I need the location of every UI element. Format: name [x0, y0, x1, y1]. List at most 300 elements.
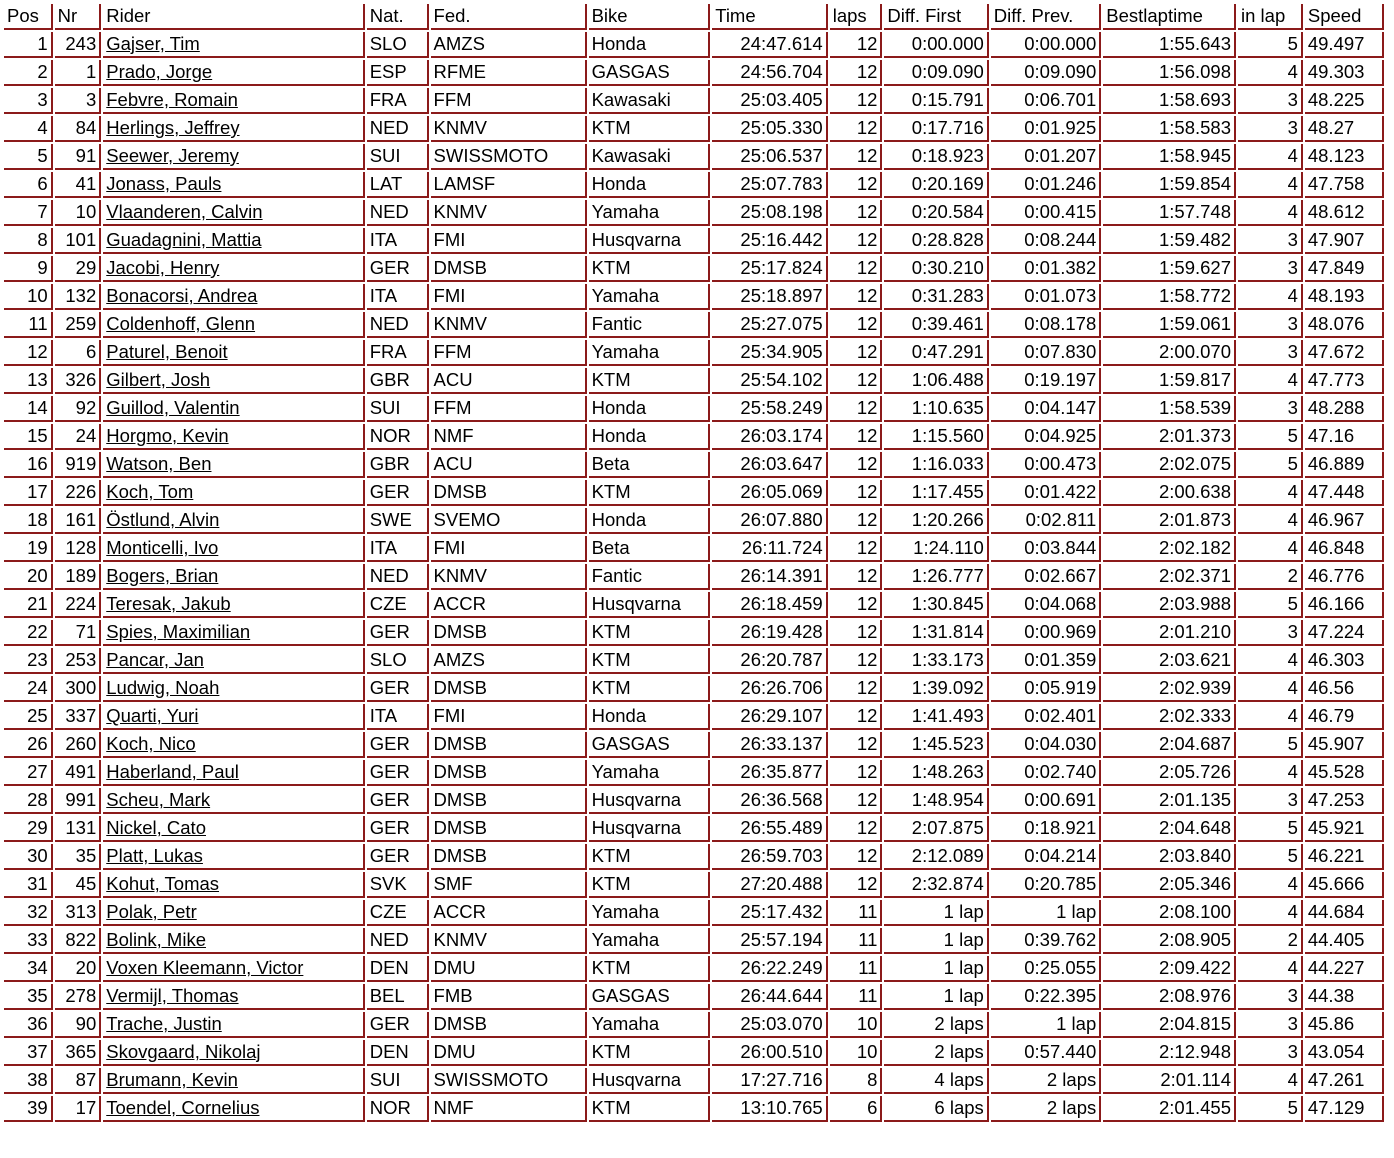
cell-laps: 12: [830, 648, 883, 674]
cell-in-lap: 3: [1238, 228, 1303, 254]
cell-laps: 12: [830, 452, 883, 478]
cell-laps: 12: [830, 396, 883, 422]
cell-nat: GER: [367, 788, 429, 814]
cell-diff-first: 0:15.791: [884, 88, 988, 114]
cell-rider: [103, 116, 364, 142]
cell-diff-prev: 0:01.207: [991, 144, 1101, 170]
cell-pos: 31: [4, 872, 53, 898]
cell-diff-first: 0:20.169: [884, 172, 988, 198]
cell-time: 26:29.107: [712, 704, 828, 730]
cell-nr: 92: [55, 396, 102, 422]
cell-fed: ACCR: [431, 900, 587, 926]
cell-rider: [103, 172, 364, 198]
cell-nr: 20: [55, 956, 102, 982]
cell-diff-prev: 0:39.762: [991, 928, 1101, 954]
cell-fed: SVEMO: [431, 508, 587, 534]
rider-link[interactable]: Skovgaard, Nikolaj: [106, 1041, 261, 1062]
cell-diff-first: 1 lap: [884, 928, 988, 954]
cell-in-lap: 4: [1238, 172, 1303, 198]
table-row: [4, 116, 1384, 142]
cell-diff-first: 0:17.716: [884, 116, 988, 142]
cell-nat: SLO: [367, 32, 429, 58]
cell-nat: SWE: [367, 508, 429, 534]
cell-nat: DEN: [367, 956, 429, 982]
cell-rider: [103, 32, 364, 58]
cell-diff-prev: 0:02.740: [991, 760, 1101, 786]
cell-speed: 49.497: [1305, 32, 1384, 58]
cell-diff-first: 6 laps: [884, 1096, 988, 1122]
cell-speed: 47.672: [1305, 340, 1384, 366]
cell-rider: [103, 1012, 364, 1038]
cell-diff-prev: 0:09.090: [991, 60, 1101, 86]
cell-speed: 45.86: [1305, 1012, 1384, 1038]
cell-rider: [103, 844, 364, 870]
cell-diff-first: 2:07.875: [884, 816, 988, 842]
cell-laps: 12: [830, 172, 883, 198]
cell-diff-first: 1:15.560: [884, 424, 988, 450]
rider-link[interactable]: Paturel, Benoit: [106, 341, 228, 362]
cell-nat: NED: [367, 116, 429, 142]
cell-fed: FFM: [431, 88, 587, 114]
cell-nr: 84: [55, 116, 102, 142]
cell-diff-first: 1:17.455: [884, 480, 988, 506]
cell-speed: 48.225: [1305, 88, 1384, 114]
cell-bestlaptime: 1:57.748: [1103, 200, 1236, 226]
table-row: [4, 844, 1384, 870]
cell-in-lap: 4: [1238, 704, 1303, 730]
cell-nr: 326: [55, 368, 102, 394]
col-header-diff-first: Diff. First: [884, 4, 988, 30]
cell-pos: 25: [4, 704, 53, 730]
cell-in-lap: 3: [1238, 788, 1303, 814]
cell-laps: 12: [830, 200, 883, 226]
cell-pos: 18: [4, 508, 53, 534]
cell-nr: 101: [55, 228, 102, 254]
cell-diff-prev: 0:04.068: [991, 592, 1101, 618]
cell-in-lap: 4: [1238, 60, 1303, 86]
cell-speed: 47.773: [1305, 368, 1384, 394]
col-header-laps: laps: [830, 4, 883, 30]
cell-fed: KNMV: [431, 200, 587, 226]
cell-nr: 161: [55, 508, 102, 534]
rider-link[interactable]: Scheu, Mark: [106, 789, 211, 810]
cell-speed: 48.076: [1305, 312, 1384, 338]
rider-link[interactable]: Prado, Jorge: [106, 61, 213, 82]
cell-bike: Husqvarna: [589, 228, 711, 254]
rider-link[interactable]: Platt, Lukas: [106, 845, 203, 866]
cell-nat: GER: [367, 760, 429, 786]
cell-diff-prev: 0:01.359: [991, 648, 1101, 674]
cell-fed: AMZS: [431, 32, 587, 58]
rider-link[interactable]: Jonass, Pauls: [106, 173, 222, 194]
rider-link[interactable]: Ludwig, Noah: [106, 677, 220, 698]
cell-laps: 12: [830, 480, 883, 506]
cell-diff-prev: 0:07.830: [991, 340, 1101, 366]
cell-diff-prev: 0:02.667: [991, 564, 1101, 590]
cell-fed: DMSB: [431, 1012, 587, 1038]
cell-diff-first: 1:24.110: [884, 536, 988, 562]
cell-laps: 12: [830, 732, 883, 758]
cell-bestlaptime: 2:04.687: [1103, 732, 1236, 758]
table-row: [4, 480, 1384, 506]
header-row: [4, 4, 1384, 30]
cell-bike: Yamaha: [589, 760, 711, 786]
cell-pos: 4: [4, 116, 53, 142]
rider-link[interactable]: Östlund, Alvin: [106, 509, 220, 530]
cell-time: 24:56.704: [712, 60, 828, 86]
cell-nr: 35: [55, 844, 102, 870]
cell-bike: Honda: [589, 172, 711, 198]
cell-fed: FMI: [431, 704, 587, 730]
cell-nat: NED: [367, 200, 429, 226]
rider-link[interactable]: Monticelli, Ivo: [106, 537, 219, 558]
cell-bike: GASGAS: [589, 732, 711, 758]
cell-in-lap: 4: [1238, 956, 1303, 982]
cell-diff-first: 0:20.584: [884, 200, 988, 226]
cell-in-lap: 4: [1238, 508, 1303, 534]
cell-diff-prev: 0:00.691: [991, 788, 1101, 814]
cell-nat: NED: [367, 312, 429, 338]
cell-speed: 45.666: [1305, 872, 1384, 898]
cell-bestlaptime: 1:59.061: [1103, 312, 1236, 338]
cell-in-lap: 3: [1238, 1040, 1303, 1066]
cell-time: 26:35.877: [712, 760, 828, 786]
cell-diff-prev: 1 lap: [991, 1012, 1101, 1038]
cell-diff-first: 2 laps: [884, 1012, 988, 1038]
cell-speed: 44.684: [1305, 900, 1384, 926]
cell-fed: ACU: [431, 368, 587, 394]
cell-speed: 44.405: [1305, 928, 1384, 954]
cell-nat: ITA: [367, 704, 429, 730]
cell-diff-prev: 0:00.473: [991, 452, 1101, 478]
cell-speed: 47.253: [1305, 788, 1384, 814]
table-row: [4, 172, 1384, 198]
cell-laps: 12: [830, 424, 883, 450]
rider-link[interactable]: Vlaanderen, Calvin: [106, 201, 263, 222]
table-row: [4, 704, 1384, 730]
cell-diff-prev: 0:04.214: [991, 844, 1101, 870]
cell-speed: 46.889: [1305, 452, 1384, 478]
cell-laps: 6: [830, 1096, 883, 1122]
cell-nr: 24: [55, 424, 102, 450]
cell-diff-prev: 0:03.844: [991, 536, 1101, 562]
cell-nat: ITA: [367, 284, 429, 310]
cell-rider: [103, 620, 364, 646]
cell-speed: 46.56: [1305, 676, 1384, 702]
cell-in-lap: 3: [1238, 984, 1303, 1010]
cell-nat: DEN: [367, 1040, 429, 1066]
rider-link[interactable]: Polak, Petr: [106, 901, 197, 922]
rider-link[interactable]: Teresak, Jakub: [106, 593, 231, 614]
table-row: [4, 200, 1384, 226]
table-row: [4, 508, 1384, 534]
cell-fed: RFME: [431, 60, 587, 86]
table-row: [4, 284, 1384, 310]
cell-diff-prev: 0:22.395: [991, 984, 1101, 1010]
rider-link[interactable]: Bogers, Brian: [106, 565, 219, 586]
cell-diff-prev: 0:00.969: [991, 620, 1101, 646]
cell-pos: 36: [4, 1012, 53, 1038]
cell-fed: KNMV: [431, 564, 587, 590]
cell-in-lap: 5: [1238, 592, 1303, 618]
table-row: [4, 1068, 1384, 1094]
cell-fed: SWISSMOTO: [431, 1068, 587, 1094]
rider-link[interactable]: Seewer, Jeremy: [106, 145, 239, 166]
cell-rider: [103, 788, 364, 814]
cell-laps: 12: [830, 368, 883, 394]
rider-link[interactable]: Pancar, Jan: [106, 649, 204, 670]
cell-in-lap: 4: [1238, 900, 1303, 926]
cell-nat: ITA: [367, 228, 429, 254]
cell-pos: 7: [4, 200, 53, 226]
cell-pos: 32: [4, 900, 53, 926]
cell-rider: [103, 704, 364, 730]
rider-link[interactable]: Coldenhoff, Glenn: [106, 313, 256, 334]
rider-link[interactable]: Febvre, Romain: [106, 89, 238, 110]
cell-speed: 46.166: [1305, 592, 1384, 618]
cell-speed: 48.123: [1305, 144, 1384, 170]
cell-nr: 822: [55, 928, 102, 954]
cell-fed: FFM: [431, 340, 587, 366]
cell-diff-first: 1:20.266: [884, 508, 988, 534]
cell-nr: 491: [55, 760, 102, 786]
rider-link[interactable]: Watson, Ben: [106, 453, 212, 474]
table-row: [4, 648, 1384, 674]
cell-diff-prev: 0:02.401: [991, 704, 1101, 730]
cell-fed: FMI: [431, 284, 587, 310]
cell-bike: GASGAS: [589, 984, 711, 1010]
cell-in-lap: 5: [1238, 1096, 1303, 1122]
cell-diff-first: 1:31.814: [884, 620, 988, 646]
cell-fed: DMSB: [431, 816, 587, 842]
cell-diff-prev: 0:19.197: [991, 368, 1101, 394]
cell-in-lap: 3: [1238, 312, 1303, 338]
cell-bestlaptime: 1:56.098: [1103, 60, 1236, 86]
cell-speed: 47.129: [1305, 1096, 1384, 1122]
cell-nr: 226: [55, 480, 102, 506]
cell-in-lap: 3: [1238, 1012, 1303, 1038]
cell-nr: 1: [55, 60, 102, 86]
cell-in-lap: 4: [1238, 760, 1303, 786]
cell-pos: 37: [4, 1040, 53, 1066]
cell-in-lap: 5: [1238, 452, 1303, 478]
col-header-bike: Bike: [589, 4, 711, 30]
cell-time: 25:54.102: [712, 368, 828, 394]
rider-link[interactable]: Spies, Maximilian: [106, 621, 251, 642]
cell-nat: NOR: [367, 1096, 429, 1122]
cell-bike: Husqvarna: [589, 816, 711, 842]
cell-speed: 45.921: [1305, 816, 1384, 842]
cell-diff-prev: 0:06.701: [991, 88, 1101, 114]
cell-diff-first: 1:30.845: [884, 592, 988, 618]
cell-time: 25:17.824: [712, 256, 828, 282]
rider-link[interactable]: Toendel, Cornelius: [106, 1097, 260, 1118]
cell-bike: KTM: [589, 1040, 711, 1066]
cell-rider: [103, 564, 364, 590]
table-row: [4, 32, 1384, 58]
rider-link[interactable]: Koch, Tom: [106, 481, 194, 502]
col-header-nat: Nat.: [367, 4, 429, 30]
cell-diff-prev: 0:08.178: [991, 312, 1101, 338]
rider-link[interactable]: Guadagnini, Mattia: [106, 229, 262, 250]
cell-bestlaptime: 2:02.075: [1103, 452, 1236, 478]
cell-laps: 12: [830, 256, 883, 282]
cell-bestlaptime: 2:05.726: [1103, 760, 1236, 786]
cell-nr: 3: [55, 88, 102, 114]
rider-link[interactable]: Gilbert, Josh: [106, 369, 211, 390]
cell-diff-prev: 0:04.147: [991, 396, 1101, 422]
cell-bike: GASGAS: [589, 60, 711, 86]
cell-bike: Yamaha: [589, 284, 711, 310]
rider-link[interactable]: Nickel, Cato: [106, 817, 206, 838]
cell-diff-prev: 0:01.925: [991, 116, 1101, 142]
cell-pos: 27: [4, 760, 53, 786]
cell-nr: 991: [55, 788, 102, 814]
cell-bestlaptime: 2:02.182: [1103, 536, 1236, 562]
cell-bestlaptime: 2:03.988: [1103, 592, 1236, 618]
table-row: [4, 956, 1384, 982]
cell-in-lap: 4: [1238, 676, 1303, 702]
cell-rider: [103, 1096, 364, 1122]
cell-diff-prev: 0:01.422: [991, 480, 1101, 506]
cell-time: 26:19.428: [712, 620, 828, 646]
rider-link[interactable]: Vermijl, Thomas: [106, 985, 239, 1006]
cell-nr: 260: [55, 732, 102, 758]
cell-speed: 48.288: [1305, 396, 1384, 422]
cell-diff-first: 1:33.173: [884, 648, 988, 674]
rider-link[interactable]: Voxen Kleemann, Victor: [106, 957, 304, 978]
cell-nr: 10: [55, 200, 102, 226]
rider-link[interactable]: Bonacorsi, Andrea: [106, 285, 258, 306]
cell-time: 27:20.488: [712, 872, 828, 898]
cell-nat: GER: [367, 1012, 429, 1038]
cell-nr: 259: [55, 312, 102, 338]
cell-nat: GBR: [367, 368, 429, 394]
cell-diff-first: 0:09.090: [884, 60, 988, 86]
cell-nr: 90: [55, 1012, 102, 1038]
rider-link[interactable]: Gajser, Tim: [106, 33, 200, 54]
table-row: [4, 1096, 1384, 1122]
rider-link[interactable]: Brumann, Kevin: [106, 1069, 238, 1090]
rider-link[interactable]: Herlings, Jeffrey: [106, 117, 240, 138]
cell-diff-prev: 0:00.415: [991, 200, 1101, 226]
cell-fed: ACU: [431, 452, 587, 478]
cell-in-lap: 4: [1238, 1068, 1303, 1094]
cell-nat: BEL: [367, 984, 429, 1010]
cell-laps: 12: [830, 788, 883, 814]
rider-link[interactable]: Quarti, Yuri: [106, 705, 199, 726]
cell-diff-first: 0:18.923: [884, 144, 988, 170]
cell-diff-prev: 2 laps: [991, 1068, 1101, 1094]
cell-nr: 41: [55, 172, 102, 198]
cell-nat: CZE: [367, 592, 429, 618]
cell-fed: LAMSF: [431, 172, 587, 198]
cell-bestlaptime: 1:58.539: [1103, 396, 1236, 422]
cell-diff-prev: 0:02.811: [991, 508, 1101, 534]
cell-time: 26:20.787: [712, 648, 828, 674]
cell-laps: 11: [830, 984, 883, 1010]
rider-link[interactable]: Jacobi, Henry: [106, 257, 220, 278]
cell-bestlaptime: 2:08.905: [1103, 928, 1236, 954]
cell-time: 17:27.716: [712, 1068, 828, 1094]
cell-bestlaptime: 2:08.100: [1103, 900, 1236, 926]
cell-pos: 5: [4, 144, 53, 170]
cell-pos: 38: [4, 1068, 53, 1094]
cell-laps: 12: [830, 60, 883, 86]
cell-nat: ITA: [367, 536, 429, 562]
rider-link[interactable]: Horgmo, Kevin: [106, 425, 229, 446]
col-header-fed: Fed.: [431, 4, 587, 30]
cell-rider: [103, 88, 364, 114]
cell-speed: 47.758: [1305, 172, 1384, 198]
rider-link[interactable]: Trache, Justin: [106, 1013, 222, 1034]
cell-nat: NED: [367, 564, 429, 590]
cell-diff-first: 1:48.954: [884, 788, 988, 814]
cell-bestlaptime: 2:01.135: [1103, 788, 1236, 814]
cell-diff-first: 0:30.210: [884, 256, 988, 282]
cell-rider: [103, 592, 364, 618]
cell-time: 25:18.897: [712, 284, 828, 310]
cell-diff-first: 0:47.291: [884, 340, 988, 366]
cell-diff-prev: 0:25.055: [991, 956, 1101, 982]
cell-bike: KTM: [589, 116, 711, 142]
cell-rider: [103, 396, 364, 422]
table-row: [4, 452, 1384, 478]
cell-bestlaptime: 2:01.873: [1103, 508, 1236, 534]
cell-fed: DMSB: [431, 788, 587, 814]
cell-rider: [103, 928, 364, 954]
rider-link[interactable]: Guillod, Valentin: [106, 397, 240, 418]
cell-nr: 131: [55, 816, 102, 842]
cell-diff-first: 1 lap: [884, 984, 988, 1010]
cell-diff-first: 1:41.493: [884, 704, 988, 730]
cell-time: 25:06.537: [712, 144, 828, 170]
cell-bestlaptime: 1:58.945: [1103, 144, 1236, 170]
cell-time: 25:27.075: [712, 312, 828, 338]
cell-rider: [103, 536, 364, 562]
cell-diff-first: 2:12.089: [884, 844, 988, 870]
cell-bestlaptime: 1:58.583: [1103, 116, 1236, 142]
cell-diff-prev: 0:01.073: [991, 284, 1101, 310]
col-header-rider: Rider: [103, 4, 364, 30]
cell-time: 25:17.432: [712, 900, 828, 926]
table-row: [4, 1012, 1384, 1038]
cell-rider: [103, 872, 364, 898]
cell-in-lap: 3: [1238, 116, 1303, 142]
cell-nat: GER: [367, 256, 429, 282]
cell-laps: 12: [830, 116, 883, 142]
cell-time: 13:10.765: [712, 1096, 828, 1122]
rider-link[interactable]: Bolink, Mike: [106, 929, 206, 950]
cell-diff-first: 2:32.874: [884, 872, 988, 898]
cell-fed: DMSB: [431, 256, 587, 282]
cell-fed: NMF: [431, 1096, 587, 1122]
rider-link[interactable]: Kohut, Tomas: [106, 873, 220, 894]
cell-nr: 87: [55, 1068, 102, 1094]
cell-nat: SUI: [367, 1068, 429, 1094]
cell-pos: 21: [4, 592, 53, 618]
cell-pos: 24: [4, 676, 53, 702]
rider-link[interactable]: Koch, Nico: [106, 733, 196, 754]
cell-time: 26:26.706: [712, 676, 828, 702]
cell-rider: [103, 816, 364, 842]
cell-laps: 12: [830, 872, 883, 898]
cell-rider: [103, 60, 364, 86]
rider-link[interactable]: Haberland, Paul: [106, 761, 239, 782]
cell-nat: FRA: [367, 340, 429, 366]
cell-rider: [103, 676, 364, 702]
cell-fed: ACCR: [431, 592, 587, 618]
